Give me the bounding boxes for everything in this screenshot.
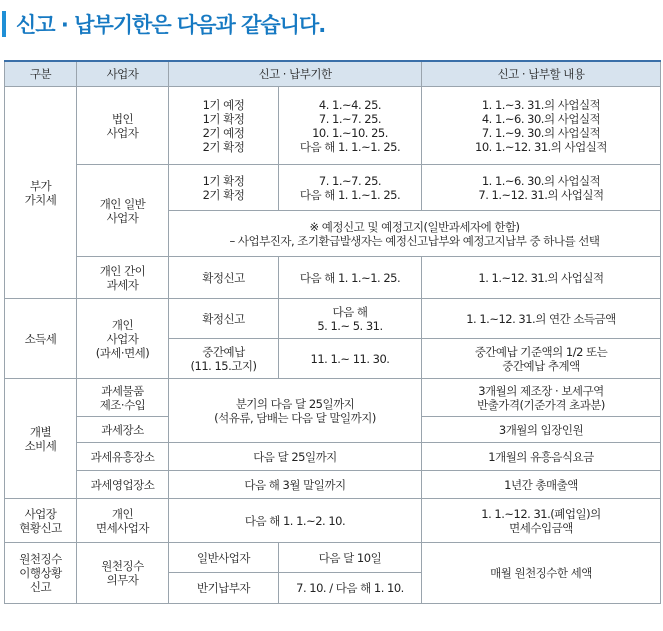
title-text: 신고 · 납부기한은 다음과 같습니다. — [16, 13, 326, 37]
income-interim-content: 중간예납 기준액의 1/2 또는 중간예납 추계액 — [422, 339, 661, 379]
vat-category: 부가 가치세 — [5, 87, 77, 299]
withholding-half-dates: 7. 10. / 다음 해 1. 10. — [279, 573, 422, 604]
excise-business-dates: 다음 해 3월 말일까지 — [169, 471, 422, 499]
income-category: 소득세 — [5, 299, 77, 379]
table-row — [5, 543, 661, 573]
withholding-general-dates: 다음 달 10일 — [279, 543, 422, 573]
vat-simple-name: 개인 간이 과세자 — [77, 257, 169, 299]
vat-general-note: ※ 예정신고 및 예정고지(일반과세자에 한함) – 사업부진자, 조기환급발생자는 예정신고납부와 예정고지납부 중 하나를 선택 — [169, 211, 661, 257]
header-row — [5, 61, 661, 87]
title-accent-bar — [2, 11, 6, 37]
header-business: 사업자 — [77, 61, 169, 87]
income-final-content: 1. 1.~12. 31.의 연간 소득금액 — [422, 299, 661, 339]
excise-entertainment-dates: 다음 달 25일까지 — [169, 443, 422, 471]
income-name: 개인 사업자 (과세·면세) — [77, 299, 169, 379]
withholding-content: 매월 원천징수한 세액 — [422, 543, 661, 604]
excise-goods-content: 3개월의 제조장 · 보세구역 반출가격(기준가격 초과분) — [422, 379, 661, 417]
site-category: 사업장 현황신고 — [5, 499, 77, 543]
tax-deadline-table — [4, 60, 661, 604]
vat-simple-content: 1. 1.~12. 31.의 사업실적 — [422, 257, 661, 299]
excise-goods-name: 과세물품 제조·수입 — [77, 379, 169, 417]
excise-business-name: 과세영업장소 — [77, 471, 169, 499]
site-name: 개인 면세사업자 — [77, 499, 169, 543]
income-final-dates: 다음 해 5. 1.~ 5. 31. — [279, 299, 422, 339]
table-row — [5, 165, 661, 211]
page-title — [2, 4, 325, 44]
table-row — [5, 379, 661, 417]
withholding-general-name: 일반사업자 — [169, 543, 279, 573]
vat-simple-dates: 다음 해 1. 1.~1. 25. — [279, 257, 422, 299]
table-row — [5, 257, 661, 299]
table-row — [5, 471, 661, 499]
excise-goods-place-dates: 분기의 다음 달 25일까지 (석유류, 담배는 다음 달 말일까지) — [169, 379, 422, 443]
header-content: 신고 · 납부할 내용 — [422, 61, 661, 87]
income-interim-dates: 11. 1.~ 11. 30. — [279, 339, 422, 379]
excise-place-content: 3개월의 입장인원 — [422, 417, 661, 443]
excise-entertainment-name: 과세유흥장소 — [77, 443, 169, 471]
income-final-period: 확정신고 — [169, 299, 279, 339]
withholding-half-name: 반기납부자 — [169, 573, 279, 604]
vat-corp-dates: 4. 1.~4. 25. 7. 1.~7. 25. 10. 1.~10. 25. 다음 해 1. 1.~1. 25. — [279, 87, 422, 165]
income-interim-period: 중간예납 (11. 15.고지) — [169, 339, 279, 379]
vat-general-period: 1기 확정 2기 확정 — [169, 165, 279, 211]
site-content: 1. 1.~12. 31.(폐업일)의 면세수입금액 — [422, 499, 661, 543]
vat-general-dates: 7. 1.~7. 25. 다음 해 1. 1.~1. 25. — [279, 165, 422, 211]
table-row — [5, 443, 661, 471]
vat-general-content: 1. 1.~6. 30.의 사업실적 7. 1.~12. 31.의 사업실적 — [422, 165, 661, 211]
site-dates: 다음 해 1. 1.~2. 10. — [169, 499, 422, 543]
header-category: 구분 — [5, 61, 77, 87]
vat-simple-period: 확정신고 — [169, 257, 279, 299]
excise-place-name: 과세장소 — [77, 417, 169, 443]
table-row — [5, 87, 661, 165]
table-row — [5, 499, 661, 543]
vat-general-name: 개인 일반 사업자 — [77, 165, 169, 257]
withholding-category: 원천징수 이행상황 신고 — [5, 543, 77, 604]
vat-corp-name: 법인 사업자 — [77, 87, 169, 165]
vat-corp-period: 1기 예정 1기 확정 2기 예정 2기 확정 — [169, 87, 279, 165]
header-deadline: 신고 · 납부기한 — [169, 61, 422, 87]
table-row — [5, 299, 661, 339]
excise-entertainment-content: 1개월의 유흥음식요금 — [422, 443, 661, 471]
excise-business-content: 1년간 총매출액 — [422, 471, 661, 499]
vat-corp-content: 1. 1.~3. 31.의 사업실적 4. 1.~6. 30.의 사업실적 7. 1.~9. 30.의 사업실적 10. 1.~12. 31.의 사업실적 — [422, 87, 661, 165]
withholding-name: 원천징수 의무자 — [77, 543, 169, 604]
excise-category: 개별 소비세 — [5, 379, 77, 499]
